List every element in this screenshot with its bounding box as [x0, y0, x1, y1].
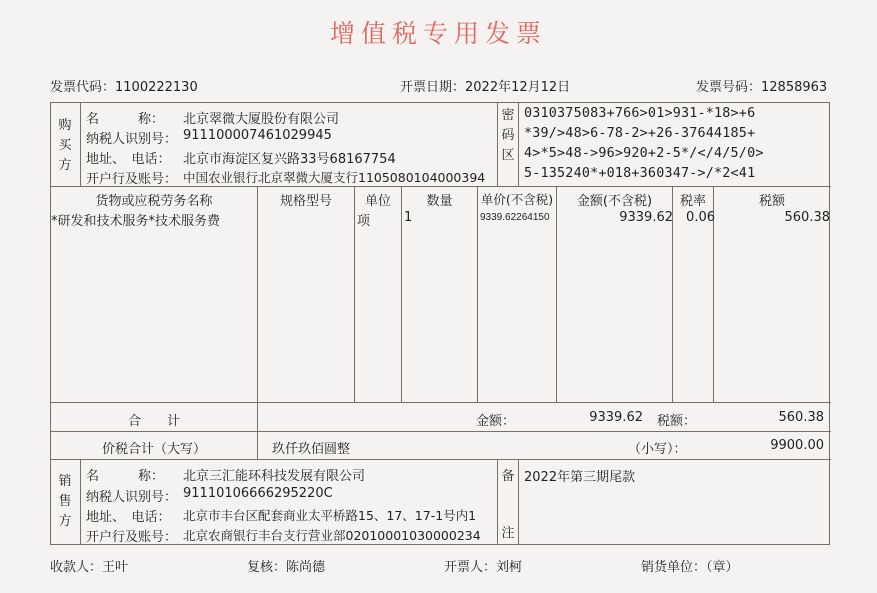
seller-name: 北京三汇能环科技发展有限公司 [183, 469, 366, 484]
buyer-address-label: 地址、 电话： [86, 152, 171, 167]
invoice-number: 发票号码：12858963 [696, 80, 828, 95]
buyer-tax-id-label: 纳税人识别号： [86, 132, 178, 147]
grand-total-label: 价税合计（大写） [101, 442, 206, 457]
totals-amount: 9339.62 [589, 410, 643, 425]
buyer-name: 北京翠微大厦股份有限公司 [183, 112, 340, 127]
buyer-name-label: 名 称： [86, 112, 165, 127]
cipher-line: 0310375083+766>01>931-*18>+6 [524, 106, 756, 121]
divider-totals-bottom [50, 431, 831, 432]
buyer-tax-id: 911100007461029945 [183, 128, 332, 143]
grand-total-number: 9900.00 [770, 438, 824, 453]
remarks-text: 2022年第三期尾款 [524, 470, 636, 485]
header-unit: 单位 [364, 194, 391, 209]
remarks-label-2: 注 [501, 526, 515, 541]
cipher-line: *39/>48>6-78-2>+26-37644185+ [524, 126, 756, 141]
totals-label: 合 计 [127, 414, 180, 429]
col-divider-2 [354, 186, 355, 402]
header-tax: 税额 [758, 194, 785, 209]
buyer-section-label: 购 买 方 [58, 118, 72, 173]
item-tax: 560.38 [784, 210, 830, 225]
grand-total-small-label: （小写）： [628, 442, 687, 457]
divider-seller-label [80, 459, 81, 545]
seller-unit-stamp: 销货单位：（章） [641, 560, 739, 575]
payee: 收款人：王叶 [50, 560, 129, 575]
item-name: *研发和技术服务*技术服务费 [51, 214, 221, 229]
seller-name-label: 名 称： [86, 469, 165, 484]
buyer-bank: 中国农业银行北京翠微大厦支行1105080104000394 [183, 170, 486, 185]
seller-tax-id-label: 纳税人识别号： [86, 490, 178, 505]
grand-total-words: 玖仟玖佰圆整 [272, 442, 351, 457]
seller-bank-label: 开户行及账号： [86, 530, 178, 545]
seller-bank: 北京农商银行丰台支行营业部02010001030000234 [183, 528, 481, 543]
col-divider-3 [401, 186, 402, 402]
header-quantity: 数量 [426, 194, 453, 209]
seller-address: 北京市丰台区配套商业太平桥路15、17、17-1号内1 [183, 508, 477, 523]
remarks-label-1: 备 [501, 469, 515, 484]
buyer-bank-label: 开户行及账号： [86, 172, 178, 187]
divider-cipher-label [518, 102, 519, 186]
reviewer: 复核：陈尚德 [247, 560, 326, 575]
drawer: 开票人：刘柯 [444, 560, 523, 575]
divider-items-bottom [50, 402, 831, 403]
header-spec: 规格型号 [279, 194, 332, 209]
header-tax-rate: 税率 [679, 194, 706, 209]
issue-date: 开票日期：2022年12月12日 [400, 80, 571, 95]
seller-tax-id: 91110106666295220C [183, 486, 333, 501]
divider-buyer-label [80, 102, 81, 186]
header-item-name: 货物或应税劳务名称 [95, 194, 213, 209]
divider-grand-bottom [50, 459, 831, 460]
cipher-line: 4>*5>48->96>920+2-5*/</4/5/0> [524, 146, 764, 161]
seller-section-label: 销 售 方 [58, 474, 72, 529]
totals-tax: 560.38 [778, 410, 824, 425]
totals-amount-label: 金额： [476, 414, 516, 429]
invoice-title: 增值税专用发票 [329, 19, 547, 48]
invoice-code: 发票代码：1100222130 [50, 80, 198, 95]
buyer-address: 北京市海淀区复兴路33号68167754 [183, 152, 396, 167]
item-amount: 9339.62 [619, 210, 673, 225]
col-divider-4 [477, 186, 478, 402]
cipher-line: 5-135240*+018+360347->/*2<41 [524, 166, 756, 181]
totals-tax-label: 税额： [657, 414, 697, 429]
divider-remarks-label [518, 459, 519, 545]
col-divider-1 [257, 186, 258, 431]
header-unit-price: 单价(不含税) [480, 192, 554, 207]
item-quantity: 1 [404, 210, 413, 225]
seller-address-label: 地址、 电话： [86, 510, 171, 525]
cipher-section-label: 密 码 区 [501, 108, 515, 163]
header-amount: 金额(不含税) [576, 194, 653, 209]
item-tax-rate: 0.06 [686, 210, 715, 225]
item-unit: 项 [357, 214, 371, 229]
item-unit-price: 9339.62264150 [480, 212, 550, 223]
grand-divider [257, 431, 258, 459]
